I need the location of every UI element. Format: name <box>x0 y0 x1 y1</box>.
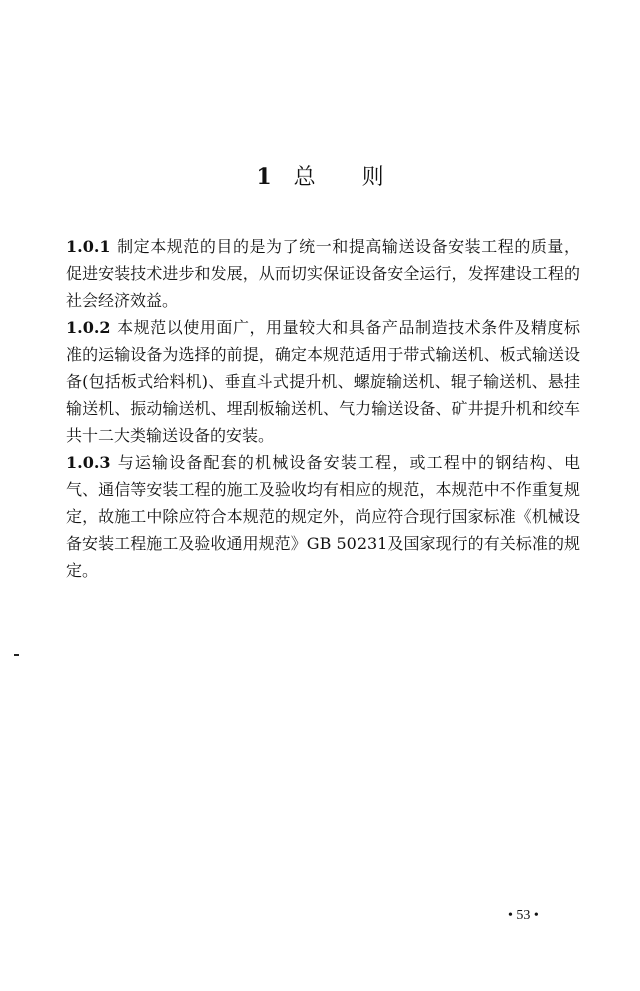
clause-text: 与运输设备配套的机械设备安装工程，或工程中的钢结构、电气、通信等安装工程的施工及验收均有相应的规范，本规范中不作重复规定，故施工中除应符合本规范的规定外，尚应符合现行国家标准《机械设备安装工程施工及验收通用规范》GB 50231及国家现行的有关标准的规定。 <box>66 453 580 580</box>
clause-1-0-1 <box>66 233 580 314</box>
chapter-body <box>66 233 580 584</box>
clause-number: 1.0.1 <box>66 237 111 256</box>
clause-text: 本规范以使用面广，用量较大和具备产品制造技术条件及精度标准的运输设备为选择的前提，确定本规范适用于带式输送机、板式输送设备(包括板式给料机)、垂直斗式提升机、螺旋输送机、辊子输送机、悬挂输送机、振动输送机、埋刮板输送机、气力输送设备、矿井提升机和绞车共十二大类输送设备的安装。 <box>66 318 580 445</box>
clause-number: 1.0.3 <box>66 453 111 472</box>
clause-text: 制定本规范的目的是为了统一和提高输送设备安装工程的质量，促进安装技术进步和发展，从而切实保证设备安全运行，发挥建设工程的社会经济效益。 <box>66 237 580 310</box>
chapter-title-char-2: 则 <box>361 165 384 190</box>
clause-1-0-3 <box>66 449 580 584</box>
chapter-number: 1 <box>256 164 272 190</box>
clause-1-0-2 <box>66 314 580 449</box>
chapter-title-char-1: 总 <box>293 165 316 190</box>
scan-speck <box>14 654 19 656</box>
chapter-title <box>0 160 640 191</box>
clause-number: 1.0.2 <box>66 318 111 337</box>
page-number: • 53 • <box>508 908 539 923</box>
